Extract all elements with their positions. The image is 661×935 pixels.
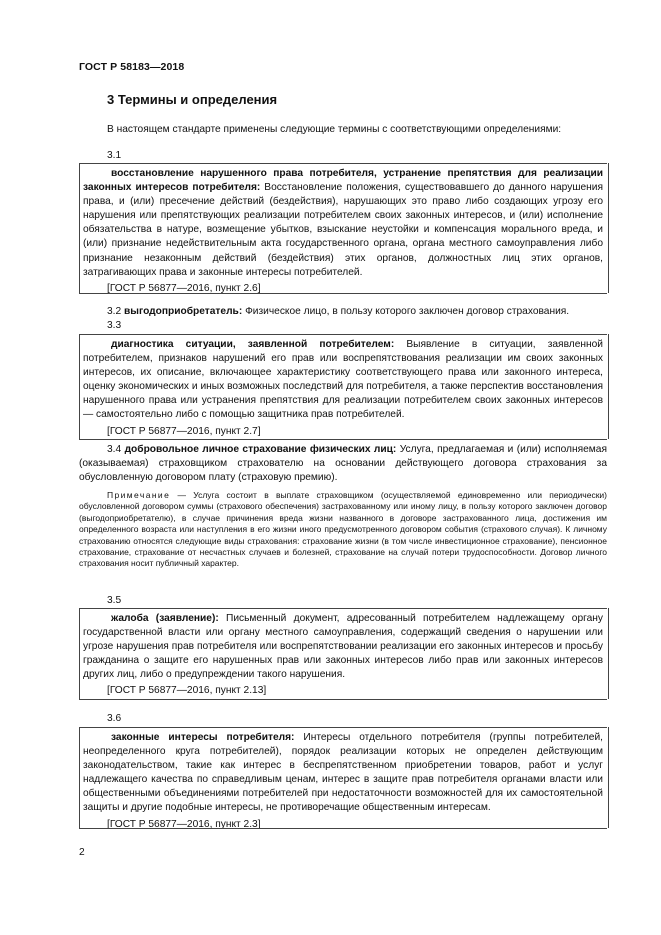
term-number: 3.5 [107,595,122,606]
term-source: [ГОСТ Р 56877—2016, пункт 2.7] [107,425,261,437]
term-note [79,490,607,570]
term-box-bottom [79,439,607,440]
term-definition: Услуга, предлагаемая и (или) исполняемая (оказываемая) страховщиком страхователю на основании действующего договора страхования за обусловленную договором плату (страховую премию). [79,444,607,484]
term-entry-3-4: 3.4 добровольное личное страхование физических лиц: Услуга, предлагаемая и (или) исполняемая (оказываемая) страховщиком страхователю на основании действующего договора страхования за обусловленную договором плату (страховую премию). [79,444,607,484]
term-definition: Интересы отдельного потребителя (группы потребителей, неопределенного круга потребителей), порядок реализации которых не определен действующим законодательством, такие как интерес в беспрепятственном приобретении товаров, работ и услуг надлежащего качества по справедливым ценам, интерес в защите прав потребителя органами власти или общественными объединениями потребителей при недостаточности возможностей для их самостоятельной защиты и другие подобные интересы, не противоречащие общественным интересам. [83,732,603,814]
term-source: [ГОСТ Р 56877—2016, пункт 2.6] [107,282,261,294]
term-definition: Выявление в ситуации, заявленной потребителем, признаков нарушений его прав или воспрепятствования реализации им своих законных интересов, их описание, включающее характеристику соответствующего права или законного интереса, оценку экономических и иных возможных последствий для потребителя, а также перспектив восстановления нарушенного права или устранения препятствия для реализации потребителем своих законных интересов — самостоятельно либо с помощью защитника прав потребителей. [83,339,603,421]
term-name: законные интересы потребителя: [111,732,295,743]
section-intro: В настоящем стандарте применены следующие термины с соответствующими определениями: [107,124,562,135]
term-entry-3-3 [79,338,607,439]
term-source: [ГОСТ Р 56877—2016, пункт 2.13] [107,685,267,697]
term-name: жалоба (заявление): [111,613,219,624]
page-number: 2 [79,847,85,858]
note-text: — Услуга состоит в выплате страховщиком (осуществляемой единовременно или периодически) обусловленной договором суммы (страхового обеспечения) застрахованному или иному лицу, в пользу которого заключен договор (выгодоприобретателю), в случае причинения вреда жизни названного в договоре застрахованного лица, достижения им определенного возраста или наступления в его жизни иного предусмотренного договором события (страхового случая). К личному страхованию относятся следующие виды страхования: страхование жизни (в том числе инвестиционное страхование), пенсионное страхование, страхование от несчастных случаев и болезней, страхование на случай потери трудоспособности. Договор личного страхования носит публичный характер. [79,490,607,569]
term-entry-3-5 [79,612,607,699]
term-box-bottom [79,699,607,700]
term-definition: Восстановление положения, существовавшего до данного нарушения права, и (или) пресечение действий (бездействия), нарушающих это право либо создающих угрозу его нарушения или препятствующих реализации потребителем своих законных интересов, и (или) исполнение обязательства в натуре, возмещение убытков, взыскание неустойки и компенсация морального вреда, и (или) признание недействительным акта государственного органа, органа местного самоуправления либо признание незаконным действий (бездействия) этих органов, должностных лиц этих органов, затрагивающих права и законные интересы потребителей. [83,182,603,278]
term-number: 3.6 [107,713,122,724]
note-lead: Примечание [107,490,171,500]
term-definition: Физическое лицо, в пользу которого заключен договор страхования. [245,306,570,317]
term-entry-3-6 [79,731,607,832]
term-definition: Письменный документ, адресованный потребителем надлежащему органу государственной власти или органу местного самоуправления, содержащий сведения о нарушении или угрозе нарушения прав потребителя или воспрепятствовании реализации его законных интересов и просьбу гражданина о защите его нарушенных прав или законных интересов либо прав или законных интересов других лиц, либо о предупреждении такого нарушения. [83,613,603,681]
term-name: восстановление нарушенного права потребителя, устранение препятствия для реализации законных интересов потребителя: [83,168,603,194]
term-box-bottom [79,828,607,829]
term-name: добровольное личное страхование физических лиц: [124,444,397,455]
term-entry-3-1 [79,167,607,296]
section-title: 3 Термины и определения [107,92,278,107]
standard-header: ГОСТ Р 58183—2018 [79,61,185,73]
term-name: диагностика ситуации, заявленной потребителем: [111,339,395,350]
term-number: 3.3 [107,320,122,331]
term-number: 3.1 [107,150,122,161]
term-name: выгодоприобретатель: [124,306,243,317]
term-source: [ГОСТ Р 56877—2016, пункт 2.3] [107,818,261,830]
term-box-bottom [79,293,607,294]
term-entry-3-2: 3.2 выгодоприобретатель: Физическое лицо, в пользу которого заключен договор страхования. [107,306,570,317]
